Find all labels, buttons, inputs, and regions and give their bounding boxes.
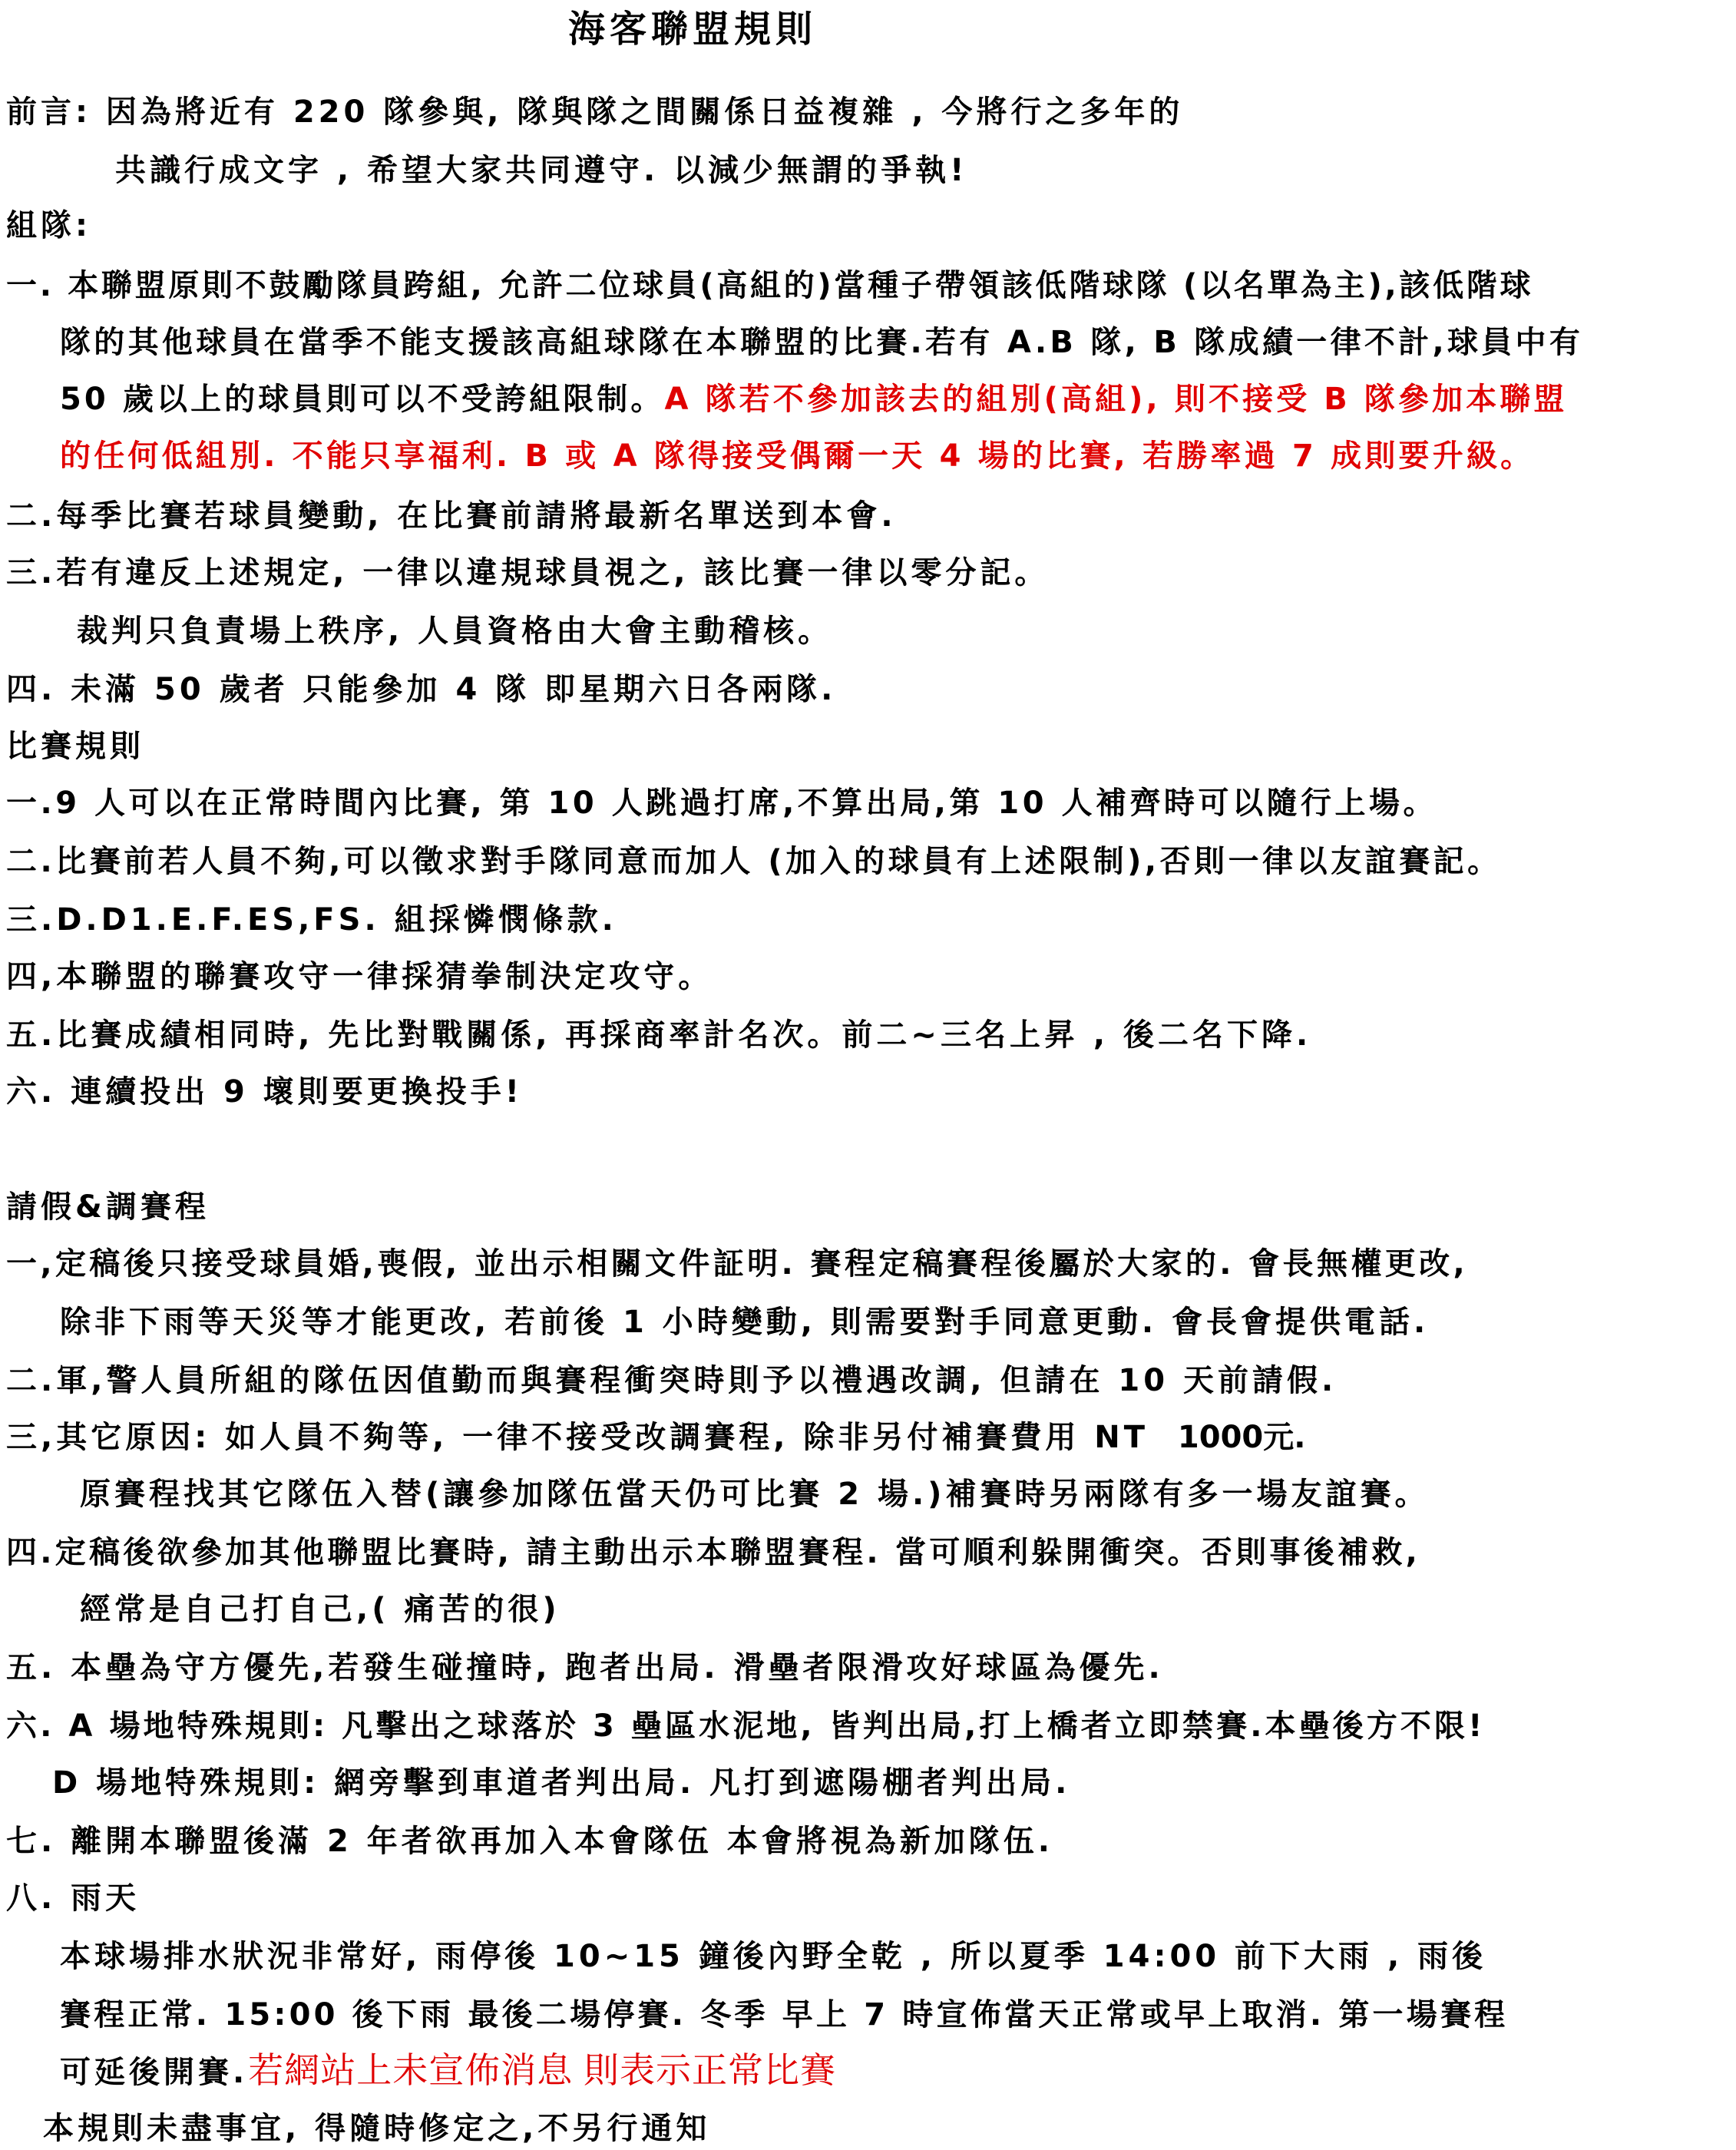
leave-rule-8-line-2: 賽程正常. 15:00 後下雨 最後二場停賽. 冬季 早上 7 時宣佈當天正常或早上取消. 第一場賽程 bbox=[60, 1997, 1509, 2033]
leave-rule-2: 二.軍,警人員所組的隊伍因值勤而與賽程衝突時則予以禮遇改調, 但請在 10 天前請假. bbox=[6, 1363, 1338, 1398]
team-rule-2: 二.每季比賽若球員變動, 在比賽前請將最新名單送到本會. bbox=[6, 498, 897, 534]
team-rule-4: 四. 未滿 50 歲者 只能參加 4 隊 即星期六日各兩隊. bbox=[6, 672, 837, 707]
leave-rule-7: 七. 離開本聯盟後滿 2 年者欲再加入本會隊伍 本會將視為新加隊伍. bbox=[6, 1824, 1053, 1859]
leave-rule-3-line-1 bbox=[6, 1416, 1305, 1459]
game-rule-6: 六. 連續投出 9 壞則要更換投手! bbox=[6, 1074, 524, 1110]
team-rule-1-line-4-highlight: 的任何低組別. 不能只享福利. B 或 A 隊得接受偶爾一天 4 場的比賽, 若勝率過 7 成則要升級。 bbox=[60, 438, 1535, 474]
team-rule-1-line-1: 一. 本聯盟原則不鼓勵隊員跨組, 允許二位球員(高組的)當種子帶領該低階球隊 (以名單為主),該低階球 bbox=[6, 268, 1534, 303]
game-rule-2: 二.比賽前若人員不夠,可以徵求對手隊同意而加人 (加入的球員有上述限制),否則一律以友誼賽記。 bbox=[6, 844, 1502, 879]
leave-rule-8-line-3-text: 可延後開賽. bbox=[60, 2055, 249, 2090]
leave-rule-8-line-3 bbox=[60, 2049, 836, 2094]
game-rule-1: 一.9 人可以在正常時間內比賽, 第 10 人跳過打席,不算出局,第 10 人補齊時可以隨行上場。 bbox=[6, 786, 1437, 821]
leave-rule-6-line-2: D 場地特殊規則: 網旁擊到車道者判出局. 凡打到遮陽棚者判出局. bbox=[52, 1765, 1071, 1801]
leave-rule-1-line-2: 除非下雨等天災等才能更改, 若前後 1 小時變動, 則需要對手同意更動. 會長會提供電話. bbox=[60, 1305, 1430, 1340]
team-rule-3-line-1: 三.若有違反上述規定, 一律以違規球員視之, 該比賽一律以零分記。 bbox=[6, 555, 1050, 590]
team-rule-1-line-3 bbox=[60, 378, 1568, 421]
game-rule-5: 五.比賽成績相同時, 先比對戰關係, 再採商率計名次。前二~三名上昇 , 後二名下降. bbox=[6, 1017, 1312, 1053]
leave-rule-8-line-1: 本球場排水狀況非常好, 雨停後 10~15 鐘後內野全乾 , 所以夏季 14:00 前下大雨 , 雨後 bbox=[60, 1939, 1487, 1974]
leave-rule-8-line-3-highlight: 若網站上未宣佈消息 則表示正常比賽 bbox=[248, 2050, 836, 2090]
preface-line-2: 共識行成文字 , 希望大家共同遵守. 以減少無謂的爭執! bbox=[115, 153, 968, 188]
leave-rule-1-line-1: 一,定稿後只接受球員婚,喪假, 並出示相關文件証明. 賽程定稿賽程後屬於大家的. 會長無權更改, bbox=[6, 1246, 1469, 1282]
team-rule-1-line-3-text: 50 歲以上的球員則可以不受誇組限制。 bbox=[60, 382, 665, 417]
game-rule-3: 三.D.D1.E.F.ES,FS. 組採憐憫條款. bbox=[6, 902, 617, 938]
leave-rule-8-heading: 八. 雨天 bbox=[6, 1880, 141, 1916]
leave-rule-3-line-2: 原賽程找其它隊伍入替(讓參加隊伍當天仍可比賽 2 場.)補賽時另兩隊有多一場友誼賽。 bbox=[80, 1477, 1430, 1512]
leave-rule-4-line-1: 四.定稿後欲參加其他聯盟比賽時, 請主動出示本聯盟賽程. 當可順利躲開衝突。否則事後補救, bbox=[6, 1535, 1421, 1570]
leave-rule-4-line-2: 經常是自己打自己,( 痛苦的很) bbox=[80, 1592, 560, 1627]
preface-line-1: 前言: 因為將近有 220 隊參與, 隊與隊之間關係日益複雜 , 今將行之多年的 bbox=[6, 94, 1184, 130]
footer-note: 本規則未盡事宜, 得隨時修定之,不另行通知 bbox=[43, 2111, 711, 2146]
game-rules-heading: 比賽規則 bbox=[6, 729, 144, 764]
leave-rule-6-line-1: 六. A 場地特殊規則: 凡擊出之球落於 3 壘區水泥地, 皆判出局,打上橋者立即禁賽.本壘後方不限! bbox=[6, 1708, 1486, 1744]
team-rule-1-line-3-highlight: A 隊若不參加該去的組別(高組), 則不接受 B 隊參加本聯盟 bbox=[664, 382, 1568, 417]
game-rule-4: 四,本聯盟的聯賽攻守一律採猜拳制決定攻守。 bbox=[6, 959, 713, 994]
leave-rule-3-fee: 1000元. bbox=[1177, 1420, 1306, 1455]
team-rule-1-line-2: 隊的其他球員在當季不能支援該高組球隊在本聯盟的比賽.若有 A.B 隊, B 隊成績一律不計,球員中有 bbox=[60, 325, 1584, 360]
document-title: 海客聯盟規則 bbox=[568, 8, 818, 51]
leave-rule-5: 五. 本壘為守方優先,若發生碰撞時, 跑者出局. 滑壘者限滑攻好球區為優先. bbox=[6, 1650, 1164, 1685]
team-rule-3-line-2: 裁判只負責場上秩序, 人員資格由大會主動稽核。 bbox=[77, 614, 833, 649]
leave-section-heading: 請假&調賽程 bbox=[6, 1189, 210, 1225]
leave-rule-3-text: 三,其它原因: 如人員不夠等, 一律不接受改調賽程, 除非另付補賽費用 NT bbox=[6, 1420, 1149, 1455]
team-section-heading: 組隊: bbox=[6, 208, 91, 243]
